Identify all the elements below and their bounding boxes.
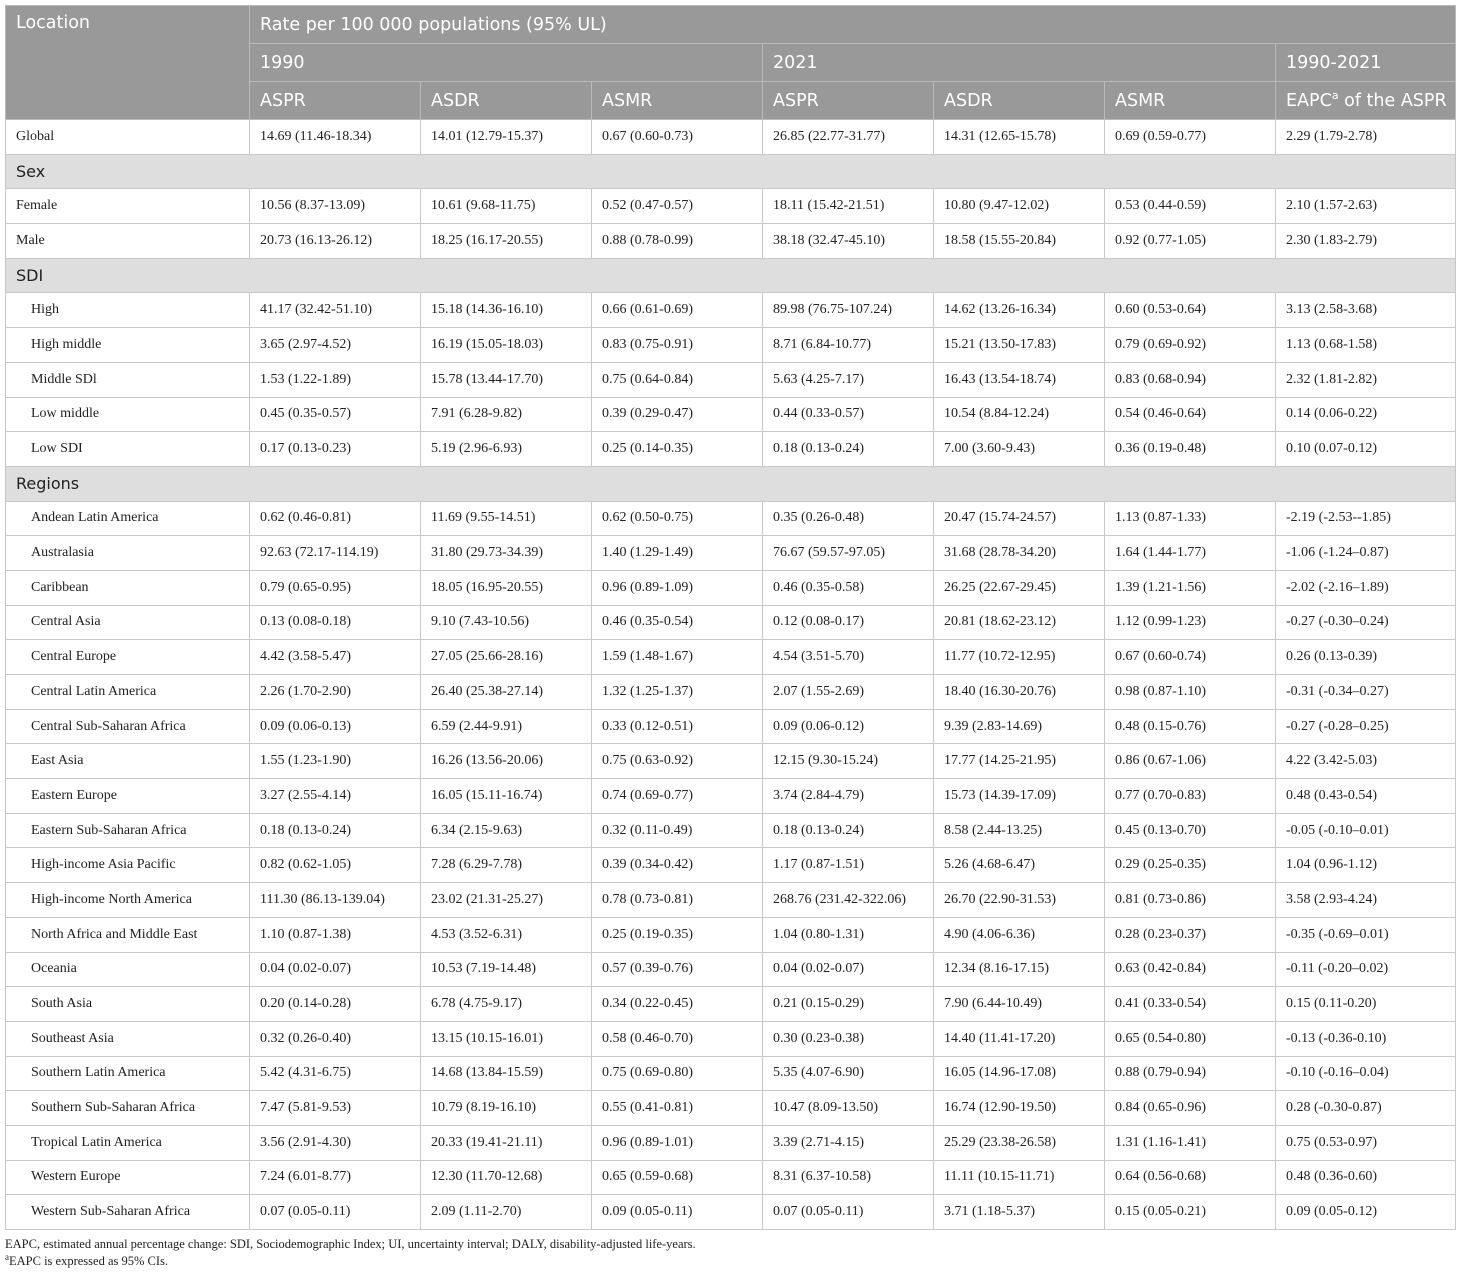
row-value-cell: 5.35 (4.07-6.90) (763, 1056, 934, 1091)
row-value-cell: 0.77 (0.70-0.83) (1105, 779, 1276, 814)
row-value-cell: 0.21 (0.15-0.29) (763, 987, 934, 1022)
row-value-cell: 5.19 (2.96-6.93) (421, 432, 592, 467)
row-location: Central Sub-Saharan Africa (6, 709, 250, 744)
row-location: Central Asia (6, 605, 250, 640)
row-value-cell: 20.81 (18.62-23.12) (934, 605, 1105, 640)
row-value-cell: 0.96 (0.89-1.09) (592, 570, 763, 605)
table-row (6, 1125, 1456, 1160)
table-row (6, 328, 1456, 363)
row-value-cell: 0.75 (0.63-0.92) (592, 744, 763, 779)
row-value-cell: 0.10 (0.07-0.12) (1276, 432, 1456, 467)
row-value-cell: 0.88 (0.79-0.94) (1105, 1056, 1276, 1091)
row-location: High-income North America (6, 883, 250, 918)
row-value-cell: 20.33 (19.41-21.11) (421, 1125, 592, 1160)
row-value-cell: 11.11 (10.15-11.71) (934, 1160, 1105, 1195)
row-value-cell: 7.24 (6.01-8.77) (250, 1160, 421, 1195)
eapc-superscript: a (1331, 88, 1339, 102)
row-value-cell: 1.55 (1.23-1.90) (250, 744, 421, 779)
table-body (6, 120, 1456, 1230)
row-value-cell: 4.42 (3.58-5.47) (250, 640, 421, 675)
row-value-cell: 1.10 (0.87-1.38) (250, 917, 421, 952)
row-value-cell: -0.31 (-0.34–0.27) (1276, 675, 1456, 710)
row-value-cell: 0.41 (0.33-0.54) (1105, 987, 1276, 1022)
row-value-cell: 0.18 (0.13-0.24) (763, 432, 934, 467)
row-value-cell: 15.73 (14.39-17.09) (934, 779, 1105, 814)
row-value-cell: 11.69 (9.55-14.51) (421, 501, 592, 536)
row-value-cell: 0.28 (-0.30-0.87) (1276, 1091, 1456, 1126)
row-value-cell: 1.04 (0.80-1.31) (763, 917, 934, 952)
row-value-cell: 6.59 (2.44-9.91) (421, 709, 592, 744)
row-value-cell: 23.02 (21.31-25.27) (421, 883, 592, 918)
row-value-cell: 16.74 (12.90-19.50) (934, 1091, 1105, 1126)
row-value-cell: 1.53 (1.22-1.89) (250, 362, 421, 397)
table-row (6, 987, 1456, 1022)
table-row (6, 1160, 1456, 1195)
row-value-cell: 0.55 (0.41-0.81) (592, 1091, 763, 1126)
row-value-cell: 16.19 (15.05-18.03) (421, 328, 592, 363)
section-title: Sex (6, 154, 1456, 189)
row-value-cell: 26.85 (22.77-31.77) (763, 120, 934, 155)
table-row (6, 848, 1456, 883)
row-value-cell: 7.90 (6.44-10.49) (934, 987, 1105, 1022)
table-row (6, 120, 1456, 155)
row-value-cell: 0.26 (0.13-0.39) (1276, 640, 1456, 675)
eapc-prefix: EAPC (1286, 90, 1332, 111)
row-value-cell: 0.96 (0.89-1.01) (592, 1125, 763, 1160)
row-value-cell: 2.32 (1.81-2.82) (1276, 362, 1456, 397)
row-value-cell: 0.64 (0.56-0.68) (1105, 1160, 1276, 1195)
row-value-cell: -0.27 (-0.28–0.25) (1276, 709, 1456, 744)
row-value-cell: 27.05 (25.66-28.16) (421, 640, 592, 675)
table-row (6, 917, 1456, 952)
row-value-cell: 89.98 (76.75-107.24) (763, 293, 934, 328)
row-value-cell: 18.11 (15.42-21.51) (763, 189, 934, 224)
row-value-cell: 3.65 (2.97-4.52) (250, 328, 421, 363)
row-value-cell: 0.36 (0.19-0.48) (1105, 432, 1276, 467)
footnote-abbreviations: EAPC, estimated annual percentage change: SDI, Sociodemographic Index; UI, uncertainty interval; DALY, disability-adjusted life-years. (5, 1237, 696, 1251)
row-value-cell: 14.01 (12.79-15.37) (421, 120, 592, 155)
row-value-cell: 3.74 (2.84-4.79) (763, 779, 934, 814)
row-location: Tropical Latin America (6, 1125, 250, 1160)
row-value-cell: 31.80 (29.73-34.39) (421, 536, 592, 571)
row-value-cell: 0.67 (0.60-0.73) (592, 120, 763, 155)
row-value-cell: 0.75 (0.64-0.84) (592, 362, 763, 397)
row-value-cell: 14.31 (12.65-15.78) (934, 120, 1105, 155)
row-value-cell: 1.17 (0.87-1.51) (763, 848, 934, 883)
row-value-cell: 0.07 (0.05-0.11) (250, 1195, 421, 1230)
row-value-cell: 0.46 (0.35-0.54) (592, 605, 763, 640)
row-value-cell: 2.10 (1.57-2.63) (1276, 189, 1456, 224)
table-row (6, 813, 1456, 848)
table-row (6, 397, 1456, 432)
row-value-cell: 7.28 (6.29-7.78) (421, 848, 592, 883)
header-location: Location (6, 6, 250, 120)
table-row (6, 1056, 1456, 1091)
row-value-cell: -2.02 (-2.16–1.89) (1276, 570, 1456, 605)
table-row (6, 362, 1456, 397)
header-rate-title: Rate per 100 000 populations (95% UL) (250, 6, 1456, 44)
header-aspr-2021: ASPR (763, 82, 934, 120)
row-value-cell: 0.12 (0.08-0.17) (763, 605, 934, 640)
row-location: Low middle (6, 397, 250, 432)
row-value-cell: 10.80 (9.47-12.02) (934, 189, 1105, 224)
row-location: Oceania (6, 952, 250, 987)
table-row (6, 501, 1456, 536)
row-value-cell: 0.48 (0.36-0.60) (1276, 1160, 1456, 1195)
row-value-cell: 14.40 (11.41-17.20) (934, 1021, 1105, 1056)
row-value-cell: 0.48 (0.43-0.54) (1276, 779, 1456, 814)
row-value-cell: 0.44 (0.33-0.57) (763, 397, 934, 432)
footnotes (5, 1236, 1455, 1270)
row-value-cell: 0.46 (0.35-0.58) (763, 570, 934, 605)
row-value-cell: 0.34 (0.22-0.45) (592, 987, 763, 1022)
row-location: Southern Sub-Saharan Africa (6, 1091, 250, 1126)
row-value-cell: 18.58 (15.55-20.84) (934, 224, 1105, 259)
row-value-cell: -0.13 (-0.36-0.10) (1276, 1021, 1456, 1056)
row-value-cell: 14.69 (11.46-18.34) (250, 120, 421, 155)
row-value-cell: 14.62 (13.26-16.34) (934, 293, 1105, 328)
row-value-cell: 0.04 (0.02-0.07) (250, 952, 421, 987)
row-value-cell: 0.81 (0.73-0.86) (1105, 883, 1276, 918)
row-value-cell: 0.66 (0.61-0.69) (592, 293, 763, 328)
row-value-cell: 16.05 (15.11-16.74) (421, 779, 592, 814)
row-value-cell: 3.71 (1.18-5.37) (934, 1195, 1105, 1230)
row-value-cell: 1.32 (1.25-1.37) (592, 675, 763, 710)
row-location: Middle SDl (6, 362, 250, 397)
table-container (5, 5, 1455, 1270)
row-location: Male (6, 224, 250, 259)
row-value-cell: 0.45 (0.35-0.57) (250, 397, 421, 432)
row-value-cell: 0.75 (0.69-0.80) (592, 1056, 763, 1091)
row-value-cell: 0.13 (0.08-0.18) (250, 605, 421, 640)
header-asmr-2021: ASMR (1105, 82, 1276, 120)
row-value-cell: 76.67 (59.57-97.05) (763, 536, 934, 571)
row-value-cell: 1.13 (0.68-1.58) (1276, 328, 1456, 363)
row-value-cell: 15.21 (13.50-17.83) (934, 328, 1105, 363)
row-value-cell: 2.07 (1.55-2.69) (763, 675, 934, 710)
header-asdr-2021: ASDR (934, 82, 1105, 120)
row-value-cell: 92.63 (72.17-114.19) (250, 536, 421, 571)
row-value-cell: 4.90 (4.06-6.36) (934, 917, 1105, 952)
row-value-cell: 1.13 (0.87-1.33) (1105, 501, 1276, 536)
table-row (6, 189, 1456, 224)
row-value-cell: 0.92 (0.77-1.05) (1105, 224, 1276, 259)
row-value-cell: 0.15 (0.05-0.21) (1105, 1195, 1276, 1230)
row-value-cell: 6.34 (2.15-9.63) (421, 813, 592, 848)
table-row (6, 779, 1456, 814)
row-value-cell: 26.40 (25.38-27.14) (421, 675, 592, 710)
row-location: Central Europe (6, 640, 250, 675)
row-value-cell: 0.15 (0.11-0.20) (1276, 987, 1456, 1022)
row-value-cell: 16.26 (13.56-20.06) (421, 744, 592, 779)
data-table (5, 5, 1456, 1230)
table-row (6, 744, 1456, 779)
row-value-cell: 14.68 (13.84-15.59) (421, 1056, 592, 1091)
row-value-cell: 0.83 (0.75-0.91) (592, 328, 763, 363)
row-value-cell: 0.33 (0.12-0.51) (592, 709, 763, 744)
row-location: North Africa and Middle East (6, 917, 250, 952)
row-value-cell: 0.30 (0.23-0.38) (763, 1021, 934, 1056)
row-value-cell: 0.52 (0.47-0.57) (592, 189, 763, 224)
row-value-cell: 1.64 (1.44-1.77) (1105, 536, 1276, 571)
row-value-cell: 6.78 (4.75-9.17) (421, 987, 592, 1022)
row-value-cell: 0.35 (0.26-0.48) (763, 501, 934, 536)
table-row (6, 1091, 1456, 1126)
row-value-cell: 0.62 (0.50-0.75) (592, 501, 763, 536)
row-value-cell: -0.10 (-0.16–0.04) (1276, 1056, 1456, 1091)
table-row (6, 1195, 1456, 1230)
row-value-cell: 0.83 (0.68-0.94) (1105, 362, 1276, 397)
row-value-cell: 0.18 (0.13-0.24) (250, 813, 421, 848)
row-value-cell: 0.58 (0.46-0.70) (592, 1021, 763, 1056)
row-value-cell: 9.39 (2.83-14.69) (934, 709, 1105, 744)
table-row (6, 640, 1456, 675)
row-value-cell: 12.15 (9.30-15.24) (763, 744, 934, 779)
row-value-cell: 20.73 (16.13-26.12) (250, 224, 421, 259)
row-value-cell: 0.98 (0.87-1.10) (1105, 675, 1276, 710)
row-value-cell: 10.47 (8.09-13.50) (763, 1091, 934, 1126)
row-value-cell: 0.17 (0.13-0.23) (250, 432, 421, 467)
row-value-cell: 13.15 (10.15-16.01) (421, 1021, 592, 1056)
section-title: Regions (6, 466, 1456, 501)
row-value-cell: 7.91 (6.28-9.82) (421, 397, 592, 432)
row-value-cell: 0.39 (0.34-0.42) (592, 848, 763, 883)
table-row (6, 675, 1456, 710)
row-value-cell: 0.86 (0.67-1.06) (1105, 744, 1276, 779)
row-value-cell: 2.09 (1.11-2.70) (421, 1195, 592, 1230)
row-value-cell: 10.79 (8.19-16.10) (421, 1091, 592, 1126)
row-value-cell: 15.18 (14.36-16.10) (421, 293, 592, 328)
row-value-cell: 12.30 (11.70-12.68) (421, 1160, 592, 1195)
row-value-cell: 0.14 (0.06-0.22) (1276, 397, 1456, 432)
row-value-cell: 0.29 (0.25-0.35) (1105, 848, 1276, 883)
row-value-cell: 0.25 (0.14-0.35) (592, 432, 763, 467)
footnote-eapc (5, 1253, 1455, 1270)
row-value-cell: 15.78 (13.44-17.70) (421, 362, 592, 397)
row-value-cell: 1.04 (0.96-1.12) (1276, 848, 1456, 883)
row-location: High-income Asia Pacific (6, 848, 250, 883)
row-value-cell: 0.18 (0.13-0.24) (763, 813, 934, 848)
row-location: Eastern Sub-Saharan Africa (6, 813, 250, 848)
row-value-cell: 12.34 (8.16-17.15) (934, 952, 1105, 987)
row-value-cell: 3.58 (2.93-4.24) (1276, 883, 1456, 918)
row-value-cell: 0.48 (0.15-0.76) (1105, 709, 1276, 744)
row-value-cell: 25.29 (23.38-26.58) (934, 1125, 1105, 1160)
table-row (6, 605, 1456, 640)
row-value-cell: 0.09 (0.06-0.13) (250, 709, 421, 744)
row-value-cell: 2.26 (1.70-2.90) (250, 675, 421, 710)
row-value-cell: 1.12 (0.99-1.23) (1105, 605, 1276, 640)
row-value-cell: 111.30 (86.13-139.04) (250, 883, 421, 918)
row-value-cell: 10.53 (7.19-14.48) (421, 952, 592, 987)
table-row (6, 224, 1456, 259)
header-eapc (1276, 82, 1456, 120)
row-value-cell: 0.09 (0.05-0.12) (1276, 1195, 1456, 1230)
row-location: Central Latin America (6, 675, 250, 710)
footnote-eapc-text: EAPC is expressed as 95% CIs. (9, 1254, 169, 1268)
row-value-cell: 0.79 (0.65-0.95) (250, 570, 421, 605)
header-aspr-1990: ASPR (250, 82, 421, 120)
section-row (6, 154, 1456, 189)
row-value-cell: -0.05 (-0.10–0.01) (1276, 813, 1456, 848)
row-value-cell: 0.54 (0.46-0.64) (1105, 397, 1276, 432)
header-asdr-1990: ASDR (421, 82, 592, 120)
row-value-cell: -0.27 (-0.30–0.24) (1276, 605, 1456, 640)
row-value-cell: 0.65 (0.59-0.68) (592, 1160, 763, 1195)
row-value-cell: 0.45 (0.13-0.70) (1105, 813, 1276, 848)
row-value-cell: 11.77 (10.72-12.95) (934, 640, 1105, 675)
header-year-2021: 2021 (763, 44, 1276, 82)
row-value-cell: 3.56 (2.91-4.30) (250, 1125, 421, 1160)
row-location: Western Europe (6, 1160, 250, 1195)
row-value-cell: 1.59 (1.48-1.67) (592, 640, 763, 675)
table-row (6, 536, 1456, 571)
row-value-cell: 0.32 (0.11-0.49) (592, 813, 763, 848)
row-value-cell: 7.00 (3.60-9.43) (934, 432, 1105, 467)
table-row (6, 709, 1456, 744)
row-location: Western Sub-Saharan Africa (6, 1195, 250, 1230)
row-value-cell: 0.20 (0.14-0.28) (250, 987, 421, 1022)
section-row (6, 466, 1456, 501)
row-value-cell: 0.57 (0.39-0.76) (592, 952, 763, 987)
row-value-cell: 17.77 (14.25-21.95) (934, 744, 1105, 779)
row-value-cell: 0.09 (0.05-0.11) (592, 1195, 763, 1230)
eapc-suffix: of the ASPR (1338, 90, 1447, 111)
table-row (6, 570, 1456, 605)
row-value-cell: 1.31 (1.16-1.41) (1105, 1125, 1276, 1160)
table-row (6, 1021, 1456, 1056)
row-value-cell: 0.65 (0.54-0.80) (1105, 1021, 1276, 1056)
table-row (6, 952, 1456, 987)
row-value-cell: 3.27 (2.55-4.14) (250, 779, 421, 814)
row-value-cell: 0.32 (0.26-0.40) (250, 1021, 421, 1056)
row-value-cell: 41.17 (32.42-51.10) (250, 293, 421, 328)
row-value-cell: 9.10 (7.43-10.56) (421, 605, 592, 640)
row-value-cell: 18.05 (16.95-20.55) (421, 570, 592, 605)
row-value-cell: 0.78 (0.73-0.81) (592, 883, 763, 918)
row-value-cell: 0.28 (0.23-0.37) (1105, 917, 1276, 952)
row-location: Southern Latin America (6, 1056, 250, 1091)
row-value-cell: 4.54 (3.51-5.70) (763, 640, 934, 675)
row-location: High middle (6, 328, 250, 363)
section-title: SDI (6, 258, 1456, 293)
row-value-cell: 0.69 (0.59-0.77) (1105, 120, 1276, 155)
row-value-cell: 3.39 (2.71-4.15) (763, 1125, 934, 1160)
row-location: Global (6, 120, 250, 155)
row-value-cell: 2.29 (1.79-2.78) (1276, 120, 1456, 155)
table-header (6, 6, 1456, 120)
header-year-1990: 1990 (250, 44, 763, 82)
row-location: High (6, 293, 250, 328)
row-value-cell: 0.79 (0.69-0.92) (1105, 328, 1276, 363)
row-value-cell: -0.35 (-0.69–0.01) (1276, 917, 1456, 952)
row-value-cell: 0.84 (0.65-0.96) (1105, 1091, 1276, 1126)
row-location: South Asia (6, 987, 250, 1022)
row-value-cell: 10.56 (8.37-13.09) (250, 189, 421, 224)
row-location: Caribbean (6, 570, 250, 605)
table-row (6, 883, 1456, 918)
footnote-superscript: a (5, 1251, 9, 1262)
row-location: Australasia (6, 536, 250, 571)
table-row (6, 432, 1456, 467)
row-value-cell: 8.71 (6.84-10.77) (763, 328, 934, 363)
row-location: Eastern Europe (6, 779, 250, 814)
row-value-cell: 16.43 (13.54-18.74) (934, 362, 1105, 397)
row-value-cell: 0.74 (0.69-0.77) (592, 779, 763, 814)
row-value-cell: 0.53 (0.44-0.59) (1105, 189, 1276, 224)
row-location: Southeast Asia (6, 1021, 250, 1056)
row-location: Low SDI (6, 432, 250, 467)
row-value-cell: 5.42 (4.31-6.75) (250, 1056, 421, 1091)
row-value-cell: 7.47 (5.81-9.53) (250, 1091, 421, 1126)
row-value-cell: 18.25 (16.17-20.55) (421, 224, 592, 259)
row-value-cell: -2.19 (-2.53--1.85) (1276, 501, 1456, 536)
row-value-cell: 1.40 (1.29-1.49) (592, 536, 763, 571)
row-value-cell: 3.13 (2.58-3.68) (1276, 293, 1456, 328)
row-value-cell: 0.07 (0.05-0.11) (763, 1195, 934, 1230)
row-value-cell: -0.11 (-0.20–0.02) (1276, 952, 1456, 987)
row-value-cell: 26.25 (22.67-29.45) (934, 570, 1105, 605)
row-value-cell: 4.22 (3.42-5.03) (1276, 744, 1456, 779)
section-row (6, 258, 1456, 293)
row-value-cell: 16.05 (14.96-17.08) (934, 1056, 1105, 1091)
row-value-cell: 38.18 (32.47-45.10) (763, 224, 934, 259)
header-asmr-1990: ASMR (592, 82, 763, 120)
row-value-cell: 26.70 (22.90-31.53) (934, 883, 1105, 918)
row-value-cell: 31.68 (28.78-34.20) (934, 536, 1105, 571)
row-value-cell: 0.88 (0.78-0.99) (592, 224, 763, 259)
row-value-cell: 4.53 (3.52-6.31) (421, 917, 592, 952)
row-location: Female (6, 189, 250, 224)
row-value-cell: 5.63 (4.25-7.17) (763, 362, 934, 397)
row-value-cell: 5.26 (4.68-6.47) (934, 848, 1105, 883)
row-value-cell: 2.30 (1.83-2.79) (1276, 224, 1456, 259)
row-location: East Asia (6, 744, 250, 779)
row-value-cell: 0.09 (0.06-0.12) (763, 709, 934, 744)
table-row (6, 293, 1456, 328)
row-value-cell: 0.60 (0.53-0.64) (1105, 293, 1276, 328)
row-value-cell: 0.04 (0.02-0.07) (763, 952, 934, 987)
row-value-cell: 0.63 (0.42-0.84) (1105, 952, 1276, 987)
row-value-cell: 0.82 (0.62-1.05) (250, 848, 421, 883)
row-value-cell: 10.54 (8.84-12.24) (934, 397, 1105, 432)
row-value-cell: 0.62 (0.46-0.81) (250, 501, 421, 536)
row-value-cell: 0.67 (0.60-0.74) (1105, 640, 1276, 675)
row-value-cell: 268.76 (231.42-322.06) (763, 883, 934, 918)
row-value-cell: 0.75 (0.53-0.97) (1276, 1125, 1456, 1160)
row-value-cell: 20.47 (15.74-24.57) (934, 501, 1105, 536)
row-value-cell: 0.39 (0.29-0.47) (592, 397, 763, 432)
row-value-cell: 8.58 (2.44-13.25) (934, 813, 1105, 848)
row-value-cell: 18.40 (16.30-20.76) (934, 675, 1105, 710)
row-location: Andean Latin America (6, 501, 250, 536)
row-value-cell: -1.06 (-1.24–0.87) (1276, 536, 1456, 571)
row-value-cell: 10.61 (9.68-11.75) (421, 189, 592, 224)
row-value-cell: 0.25 (0.19-0.35) (592, 917, 763, 952)
row-value-cell: 8.31 (6.37-10.58) (763, 1160, 934, 1195)
header-period: 1990-2021 (1276, 44, 1456, 82)
row-value-cell: 1.39 (1.21-1.56) (1105, 570, 1276, 605)
